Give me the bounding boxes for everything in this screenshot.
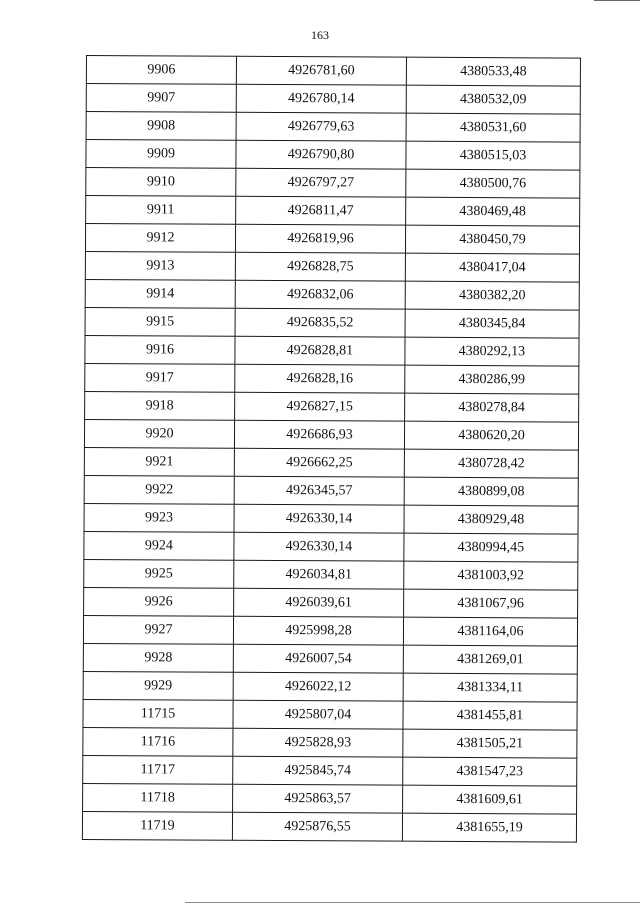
y-coordinate-cell: 4380382,20 xyxy=(405,281,579,310)
table-row xyxy=(85,363,579,394)
x-coordinate-cell: 4926345,57 xyxy=(234,476,404,505)
point-id-cell: 9924 xyxy=(84,531,234,560)
table-row xyxy=(82,811,576,842)
table-row xyxy=(86,112,580,143)
x-coordinate-cell: 4926034,81 xyxy=(234,560,404,589)
table-row xyxy=(86,84,580,115)
x-coordinate-cell: 4925998,28 xyxy=(233,616,403,645)
x-coordinate-cell: 4926780,14 xyxy=(236,84,406,113)
x-coordinate-cell: 4926797,27 xyxy=(236,168,406,197)
scan-edge-top xyxy=(594,0,640,1)
table-row xyxy=(83,727,577,758)
scan-edge-bottom xyxy=(185,902,640,903)
point-id-cell: 9908 xyxy=(86,112,236,141)
table-row xyxy=(84,503,578,534)
table-row xyxy=(85,279,579,310)
table-row xyxy=(83,755,577,786)
x-coordinate-cell: 4926828,81 xyxy=(235,336,405,365)
point-id-cell: 9928 xyxy=(83,643,233,672)
y-coordinate-cell: 4380515,03 xyxy=(406,141,580,170)
y-coordinate-cell: 4380620,20 xyxy=(404,421,578,450)
y-coordinate-cell: 4380417,04 xyxy=(405,253,579,282)
y-coordinate-cell: 4380994,45 xyxy=(404,533,578,562)
point-id-cell: 9915 xyxy=(85,307,235,336)
point-id-cell: 9921 xyxy=(84,447,234,476)
x-coordinate-cell: 4926007,54 xyxy=(233,644,403,673)
y-coordinate-cell: 4380469,48 xyxy=(406,197,580,226)
x-coordinate-cell: 4926022,12 xyxy=(233,672,403,701)
point-id-cell: 9913 xyxy=(85,251,235,280)
point-id-cell: 9927 xyxy=(83,615,233,644)
x-coordinate-cell: 4925845,74 xyxy=(233,756,403,785)
x-coordinate-cell: 4926662,25 xyxy=(234,448,404,477)
x-coordinate-cell: 4926828,75 xyxy=(235,252,405,281)
table-row xyxy=(85,307,579,338)
table-row xyxy=(85,335,579,366)
x-coordinate-cell: 4925863,57 xyxy=(233,784,403,813)
x-coordinate-cell: 4925876,55 xyxy=(232,812,402,841)
table-row xyxy=(86,196,580,227)
point-id-cell: 9926 xyxy=(84,587,234,616)
x-coordinate-cell: 4926330,14 xyxy=(234,504,404,533)
table-row xyxy=(84,587,578,618)
point-id-cell: 9920 xyxy=(84,419,234,448)
point-id-cell: 9925 xyxy=(84,559,234,588)
point-id-cell: 9910 xyxy=(86,168,236,197)
y-coordinate-cell: 4381067,96 xyxy=(404,589,578,618)
x-coordinate-cell: 4926811,47 xyxy=(236,196,406,225)
table-row xyxy=(86,56,580,87)
y-coordinate-cell: 4381269,01 xyxy=(403,645,577,674)
point-id-cell: 9911 xyxy=(86,196,236,225)
table-row xyxy=(83,643,577,674)
table-row xyxy=(84,447,578,478)
point-id-cell: 9907 xyxy=(86,84,236,113)
x-coordinate-cell: 4926686,93 xyxy=(234,420,404,449)
table-row xyxy=(84,559,578,590)
y-coordinate-cell: 4381164,06 xyxy=(403,617,577,646)
y-coordinate-cell: 4381547,23 xyxy=(403,757,577,786)
y-coordinate-cell: 4381003,92 xyxy=(404,561,578,590)
table-row xyxy=(85,224,579,255)
y-coordinate-cell: 4380345,84 xyxy=(405,309,579,338)
y-coordinate-cell: 4381334,11 xyxy=(403,673,577,702)
table-row xyxy=(86,140,580,171)
y-coordinate-cell: 4380450,79 xyxy=(405,225,579,254)
table-row xyxy=(84,475,578,506)
page-number: 163 xyxy=(311,28,329,42)
point-id-cell: 11715 xyxy=(83,699,233,728)
table-row xyxy=(84,531,578,562)
x-coordinate-cell: 4926790,80 xyxy=(236,140,406,169)
y-coordinate-cell: 4381655,19 xyxy=(402,813,576,842)
table-row xyxy=(83,783,577,814)
table-row xyxy=(85,251,579,282)
point-id-cell: 9929 xyxy=(83,671,233,700)
x-coordinate-cell: 4926835,52 xyxy=(235,308,405,337)
y-coordinate-cell: 4380929,48 xyxy=(404,505,578,534)
x-coordinate-cell: 4926781,60 xyxy=(236,56,406,85)
y-coordinate-cell: 4380899,08 xyxy=(404,477,578,506)
x-coordinate-cell: 4925828,93 xyxy=(233,728,403,757)
x-coordinate-cell: 4926827,15 xyxy=(235,392,405,421)
y-coordinate-cell: 4381609,61 xyxy=(403,785,577,814)
point-id-cell: 9922 xyxy=(84,475,234,504)
coordinates-table xyxy=(82,55,581,843)
table-row xyxy=(83,671,577,702)
point-id-cell: 11718 xyxy=(83,783,233,812)
y-coordinate-cell: 4381505,21 xyxy=(403,729,577,758)
point-id-cell: 9917 xyxy=(85,363,235,392)
y-coordinate-cell: 4381455,81 xyxy=(403,701,577,730)
coordinates-table-body xyxy=(82,56,580,843)
point-id-cell: 9918 xyxy=(85,391,235,420)
x-coordinate-cell: 4926832,06 xyxy=(235,280,405,309)
x-coordinate-cell: 4926039,61 xyxy=(234,588,404,617)
point-id-cell: 9923 xyxy=(84,503,234,532)
point-id-cell: 9909 xyxy=(86,140,236,169)
table-row xyxy=(84,419,578,450)
y-coordinate-cell: 4380532,09 xyxy=(406,85,580,114)
y-coordinate-cell: 4380500,76 xyxy=(406,169,580,198)
y-coordinate-cell: 4380278,84 xyxy=(405,393,579,422)
y-coordinate-cell: 4380292,13 xyxy=(405,337,579,366)
y-coordinate-cell: 4380728,42 xyxy=(404,449,578,478)
point-id-cell: 11719 xyxy=(82,811,232,840)
y-coordinate-cell: 4380286,99 xyxy=(405,365,579,394)
table-row xyxy=(83,615,577,646)
point-id-cell: 9906 xyxy=(86,56,236,85)
x-coordinate-cell: 4926828,16 xyxy=(235,364,405,393)
y-coordinate-cell: 4380533,48 xyxy=(406,57,580,86)
x-coordinate-cell: 4926330,14 xyxy=(234,532,404,561)
point-id-cell: 9912 xyxy=(85,224,235,253)
y-coordinate-cell: 4380531,60 xyxy=(406,113,580,142)
point-id-cell: 11717 xyxy=(83,755,233,784)
point-id-cell: 9914 xyxy=(85,279,235,308)
table-row xyxy=(85,391,579,422)
point-id-cell: 11716 xyxy=(83,727,233,756)
x-coordinate-cell: 4925807,04 xyxy=(233,700,403,729)
table-row xyxy=(86,168,580,199)
table-row xyxy=(83,699,577,730)
x-coordinate-cell: 4926779,63 xyxy=(236,112,406,141)
x-coordinate-cell: 4926819,96 xyxy=(235,224,405,253)
point-id-cell: 9916 xyxy=(85,335,235,364)
